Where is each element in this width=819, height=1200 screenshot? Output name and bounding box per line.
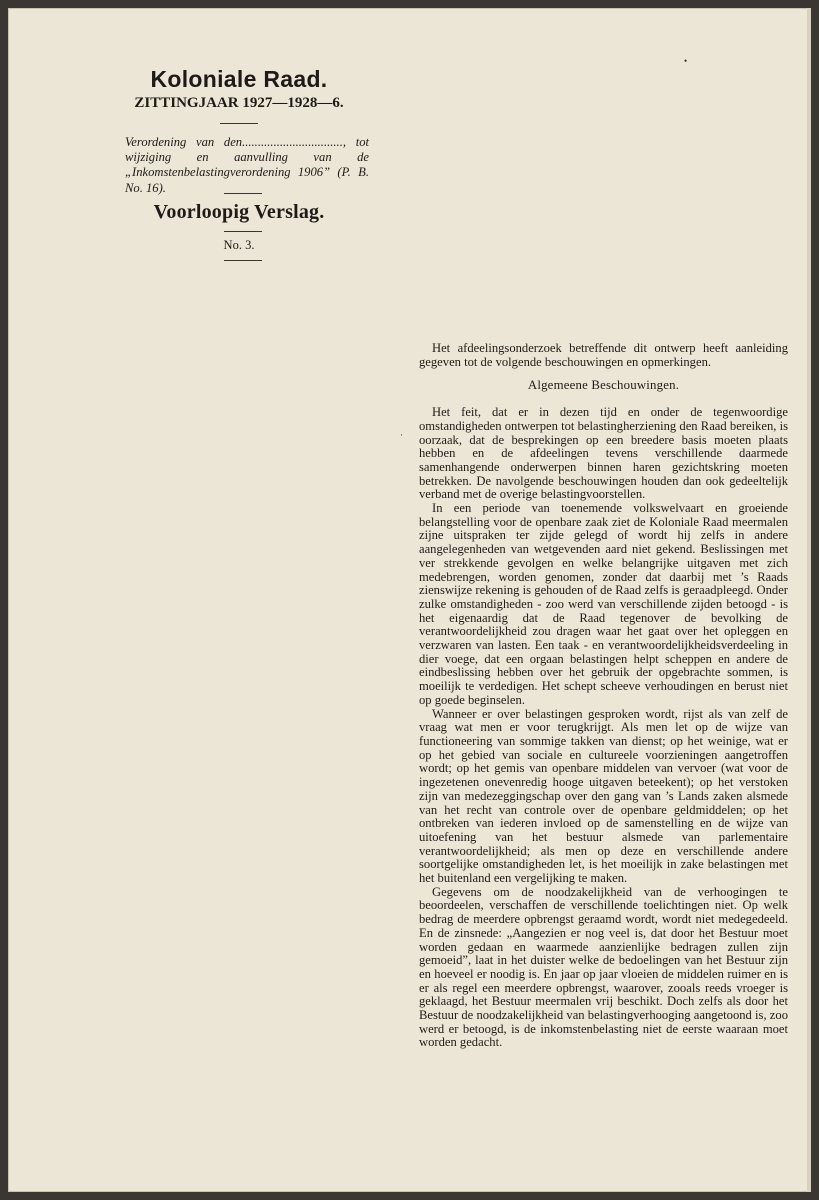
intro-paragraph: Het afdeelingsonderzoek betreffende dit ontwerp heeft aanleiding gegeven tot de volgende beschouwingen en opmerkingen.	[419, 341, 788, 369]
body-paragraph: Gegevens om de noodzakelijkheid van de verhoogingen te beoordeelen, verschaffen de verschillende toelichtingen niet. Op welk bedrag de meerdere opbrengst geraamd wordt, wordt niet medegedeeld. En de zinsnede: „Aangezien er nog veel is, dat door het Bestuur moet worden gedaan en waarmede aanzienlijke bedragen zullen zijn gemoeid”, laat in het duister welke de bedoelingen van het Bestuur zijn en hoeveel er noodig is. En jaar op jaar vloeien de middelen ruimer en is er als regel een meerdere opbrengst, waarover, zooals reeds vroeger is geklaagd, het Bestuur meermalen vrij beschikt. Doch zelfs als door het Bestuur de noodzakelijkheid van belastingverhooging aangetoond is, zoo werd er betoogd, is de inkomstenbelasting niet de eerste waaraan moet worden gedacht.	[419, 884, 788, 1050]
speck-mark: •	[684, 56, 688, 66]
document-page	[8, 8, 811, 1192]
report-title: Voorloopig Verslag.	[153, 201, 325, 223]
divider	[224, 260, 262, 261]
session-line: ZITTINGJAAR 1927—1928—6.	[134, 95, 344, 111]
ordinance-description: Verordening van den................................, tot wijziging en aanvulling van de „Inkomstenbelastingverordening 1906” (P. B. No. 16).	[125, 135, 369, 195]
section-heading: Algemeene Beschouwingen.	[527, 378, 680, 393]
divider	[220, 123, 258, 124]
masthead	[108, 66, 370, 134]
speck-mark: ·	[400, 430, 403, 440]
body-paragraph: Wanneer er over belastingen gesproken wordt, rijst als van zelf de vraag wat men er voor terugkrijgt. Als men let op de wijze van functioneering van sommige takken van dienst; op het weinige, wat er op het gebied van sociale en cultureele voorzieningen aangetroffen wordt; op het gemis van openbare middelen van vervoer (wat voor de ingezetenen onevenredig hooge uitgaven beteekent); op het verstoken zijn van medezeggingschap over den gang van ’s Lands zaken alsmede van het recht van controle over de openbare geldmiddelen; op het ontbreken van iederen invloed op de samenstelling en de wijze van uitoefening van het bestuur alsmede van parlementaire verantwoordelijkheid; als men op deze en verschillende andere soortgelijke omstandigheden let, is het moeilijk in zake belastingen met het buitenland een vergelijking te maken.	[419, 706, 788, 886]
page-title: Koloniale Raad.	[150, 66, 328, 92]
body-paragraph: Het feit, dat er in dezen tijd en onder de tegenwoordige omstandigheden ontwerpen tot belastingherziening den Raad bereiken, is oorzaak, dat de besprekingen op een breedere basis moeten plaats hebben en de afdeelingen tevens verschillende daarmede samenhangende onderwerpen binnen haren gezichtskring moeten betrekken. De navolgende beschouwingen houden dan ook gedeeltelijk verband met de overige belastingvoorstellen.	[419, 405, 788, 502]
body-paragraph: In een periode van toenemende volkswelvaart en groeiende belangstelling voor de openbare zaak ziet de Koloniale Raad meermalen zijne uitspraken ter zijde gelegd of wordt hij zelfs in andere aangelegenheden van wetgevenden aard niet gekend. Beslissingen met ver strekkende gevolgen en welke belangrijke uitgaven met zich medebrengen, worden genomen, zonder dat daarbij met ’s Raads zienswijze rekening is gehouden of de Raad zelfs is geraadpleegd. Onder zulke omstandigheden - zoo werd van verschillende zijden betoogd - is het eigenaardig dat de Raad tegenover de bevolking de verantwoordelijkheid zou dragen waar het gaat over het opleggen en verzwaren van lasten. Een taak - en verantwoordelijkheidsverdeeling in dier voege, dat een orgaan belastingen helpt scheppen en andere de eindbeslissing hebben over het gebruik der opgebrachte sommen, is moeilijk te verdedigen. Het schept scheeve verhoudingen en berust niet op goede beginselen.	[419, 501, 788, 707]
body-text	[419, 342, 788, 1050]
divider	[224, 231, 262, 232]
report-number: No. 3.	[223, 238, 255, 252]
divider	[224, 193, 262, 194]
page-edge	[807, 8, 811, 1192]
